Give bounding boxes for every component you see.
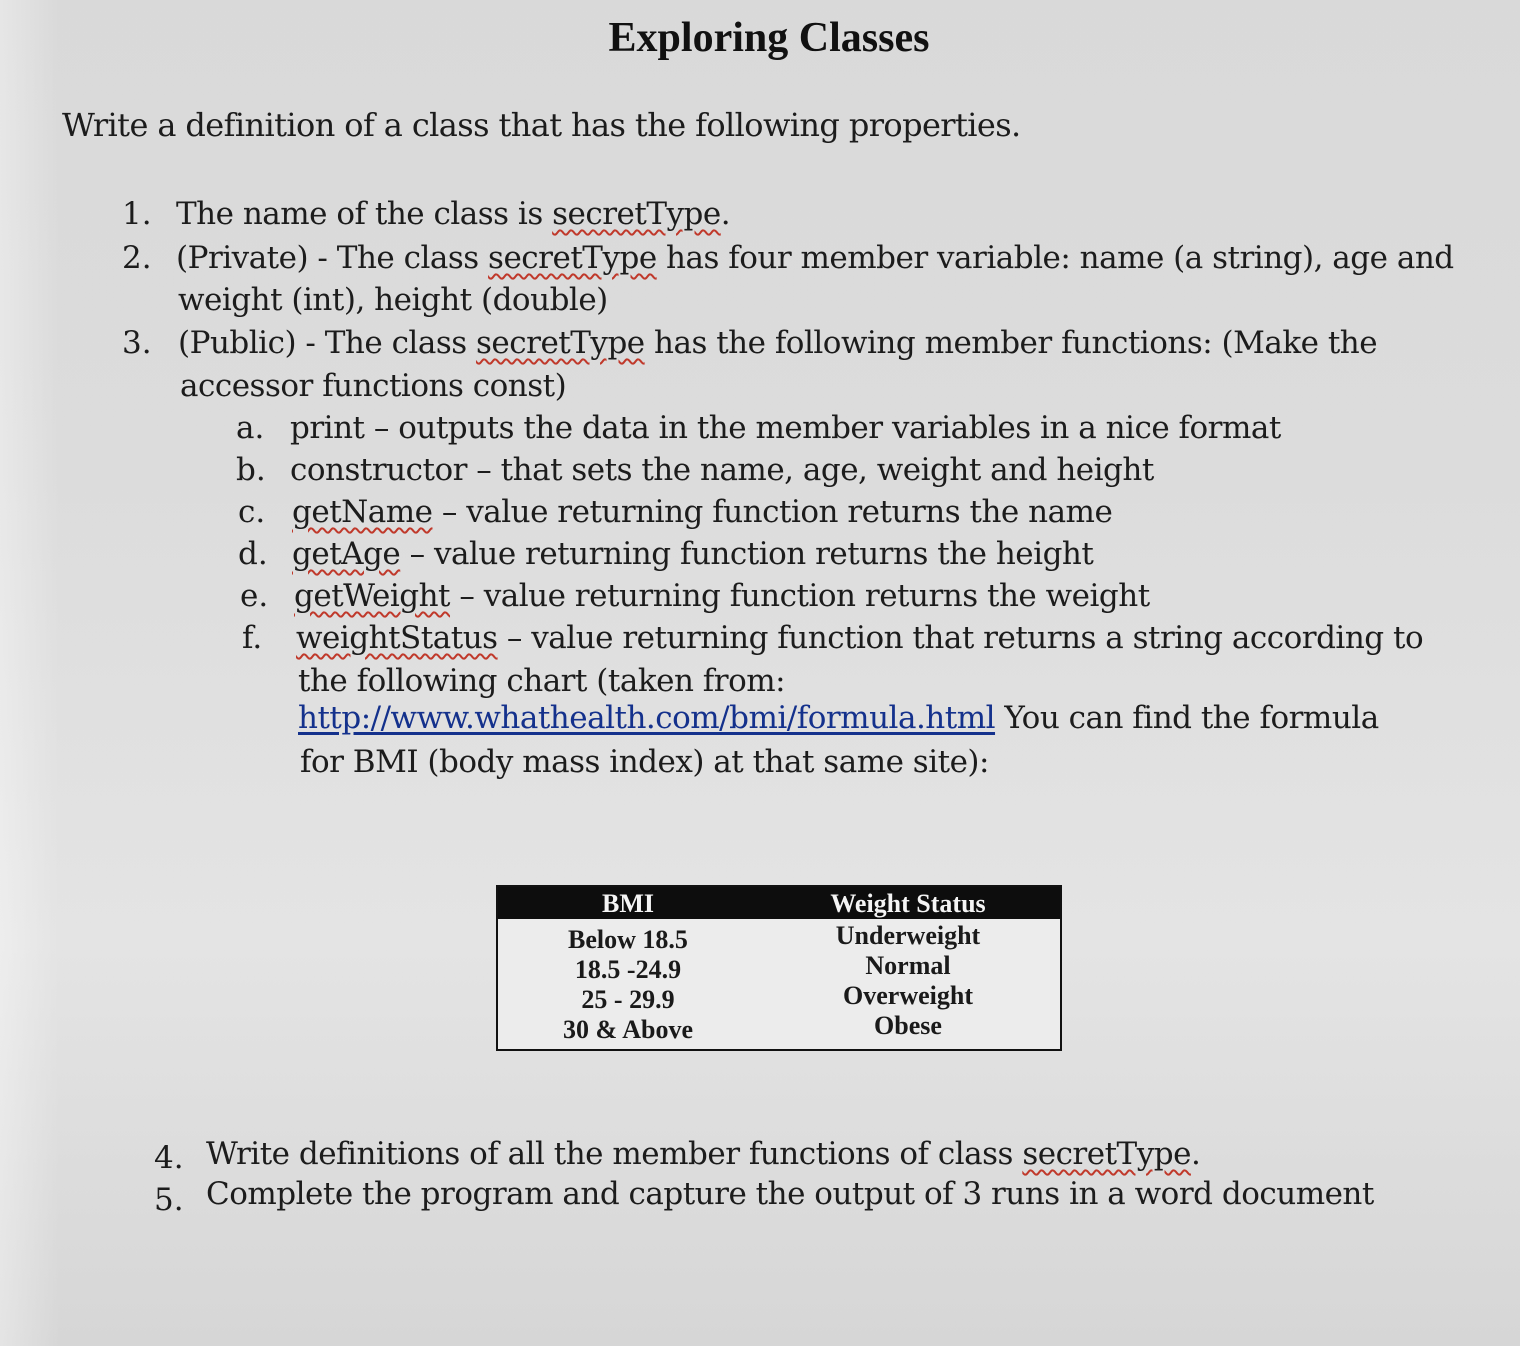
- intro-paragraph: Write a definition of a class that has the following properties.: [62, 106, 1021, 144]
- function-description: – value returning function returns the weight: [450, 578, 1150, 614]
- page-title: Exploring Classes: [608, 15, 930, 61]
- list-text: has four member variable: name (a string), age and: [656, 240, 1454, 276]
- list-number: 1.: [122, 196, 152, 232]
- header-weight-status: Weight Status: [830, 889, 986, 918]
- formula-text: You can find the formula: [995, 700, 1379, 736]
- list-text: (Public) - The class: [178, 325, 477, 361]
- class-name-term: secretType: [552, 196, 721, 232]
- function-name: getAge: [292, 536, 401, 572]
- bmi-table: [496, 885, 1062, 1051]
- list-text: The name of the class is: [176, 196, 553, 232]
- table-cell-status: Obese: [874, 1011, 942, 1040]
- class-name-term: secretType: [476, 325, 645, 361]
- list-text: has the following member functions: (Make the: [644, 325, 1378, 361]
- function-name: weightStatus: [296, 620, 498, 656]
- bmi-table-header: [498, 887, 1060, 919]
- list-item-1: [176, 196, 730, 232]
- table-cell-bmi: 30 & Above: [563, 1015, 693, 1044]
- sublist-letter: e.: [240, 578, 269, 614]
- list-item-5: Complete the program and capture the output of 3 runs in a word document: [206, 1176, 1374, 1212]
- list-item-3: [178, 325, 1377, 361]
- table-cell-bmi: 25 - 29.9: [581, 985, 675, 1014]
- table-cell-bmi: 18.5 -24.9: [574, 955, 682, 984]
- list-item-2: [176, 240, 1454, 276]
- table-cell-bmi: Below 18.5: [568, 925, 688, 954]
- function-description: – outputs the data in the member variables in a nice format: [364, 410, 1281, 446]
- sublist-letter: c.: [238, 494, 266, 530]
- function-name: getName: [292, 494, 433, 530]
- class-name-term: secretType: [1022, 1136, 1191, 1172]
- screen-glare: [0, 0, 60, 1346]
- function-description: – that sets the name, age, weight and height: [466, 452, 1154, 488]
- list-number: 3.: [122, 325, 152, 361]
- list-text: Write definitions of all the member functions of class: [206, 1136, 1023, 1172]
- sublist-item-getweight: [294, 578, 1150, 614]
- sublist-item-getage: [292, 536, 1093, 572]
- list-number: 2.: [122, 240, 152, 276]
- sublist-letter: b.: [236, 452, 266, 488]
- function-name: print: [290, 410, 365, 446]
- function-name: getWeight: [294, 578, 451, 614]
- function-description: – value returning function returns the height: [400, 536, 1094, 572]
- list-item-4: [206, 1136, 1200, 1172]
- function-name: constructor: [290, 452, 467, 488]
- table-cell-status: Normal: [865, 951, 951, 980]
- table-cell-status: Overweight: [843, 981, 973, 1010]
- function-description: – value returning function that returns a string according to: [497, 620, 1424, 656]
- sublist-item-getname: [292, 494, 1112, 530]
- formula-link[interactable]: http://www.whathealth.com/bmi/formula.html: [298, 700, 996, 736]
- bmi-site-note: for BMI (body mass index) at that same site):: [300, 744, 989, 780]
- sublist-item-constructor: [290, 452, 1154, 488]
- weightstatus-continuation: the following chart (taken from:: [298, 663, 786, 699]
- list-item-2-continuation: weight (int), height (double): [178, 282, 608, 318]
- sublist-letter: d.: [238, 536, 268, 572]
- table-cell-status: Underweight: [835, 921, 981, 950]
- list-text: (Private) - The class: [176, 240, 489, 276]
- sublist-item-weightstatus: [296, 620, 1423, 656]
- sublist-letter: a.: [236, 410, 265, 446]
- sublist-item-print: [290, 410, 1281, 446]
- formula-reference-line: [298, 700, 1379, 736]
- list-item-3-continuation: accessor functions const): [180, 368, 567, 404]
- class-name-term: secretType: [488, 240, 657, 276]
- sublist-letter: f.: [242, 620, 263, 656]
- header-bmi: BMI: [602, 889, 654, 918]
- function-description: – value returning function returns the name: [432, 494, 1113, 530]
- list-number: 4.: [154, 1140, 184, 1176]
- list-number: 5.: [154, 1182, 184, 1218]
- list-text: .: [720, 196, 731, 232]
- list-text: .: [1190, 1136, 1201, 1172]
